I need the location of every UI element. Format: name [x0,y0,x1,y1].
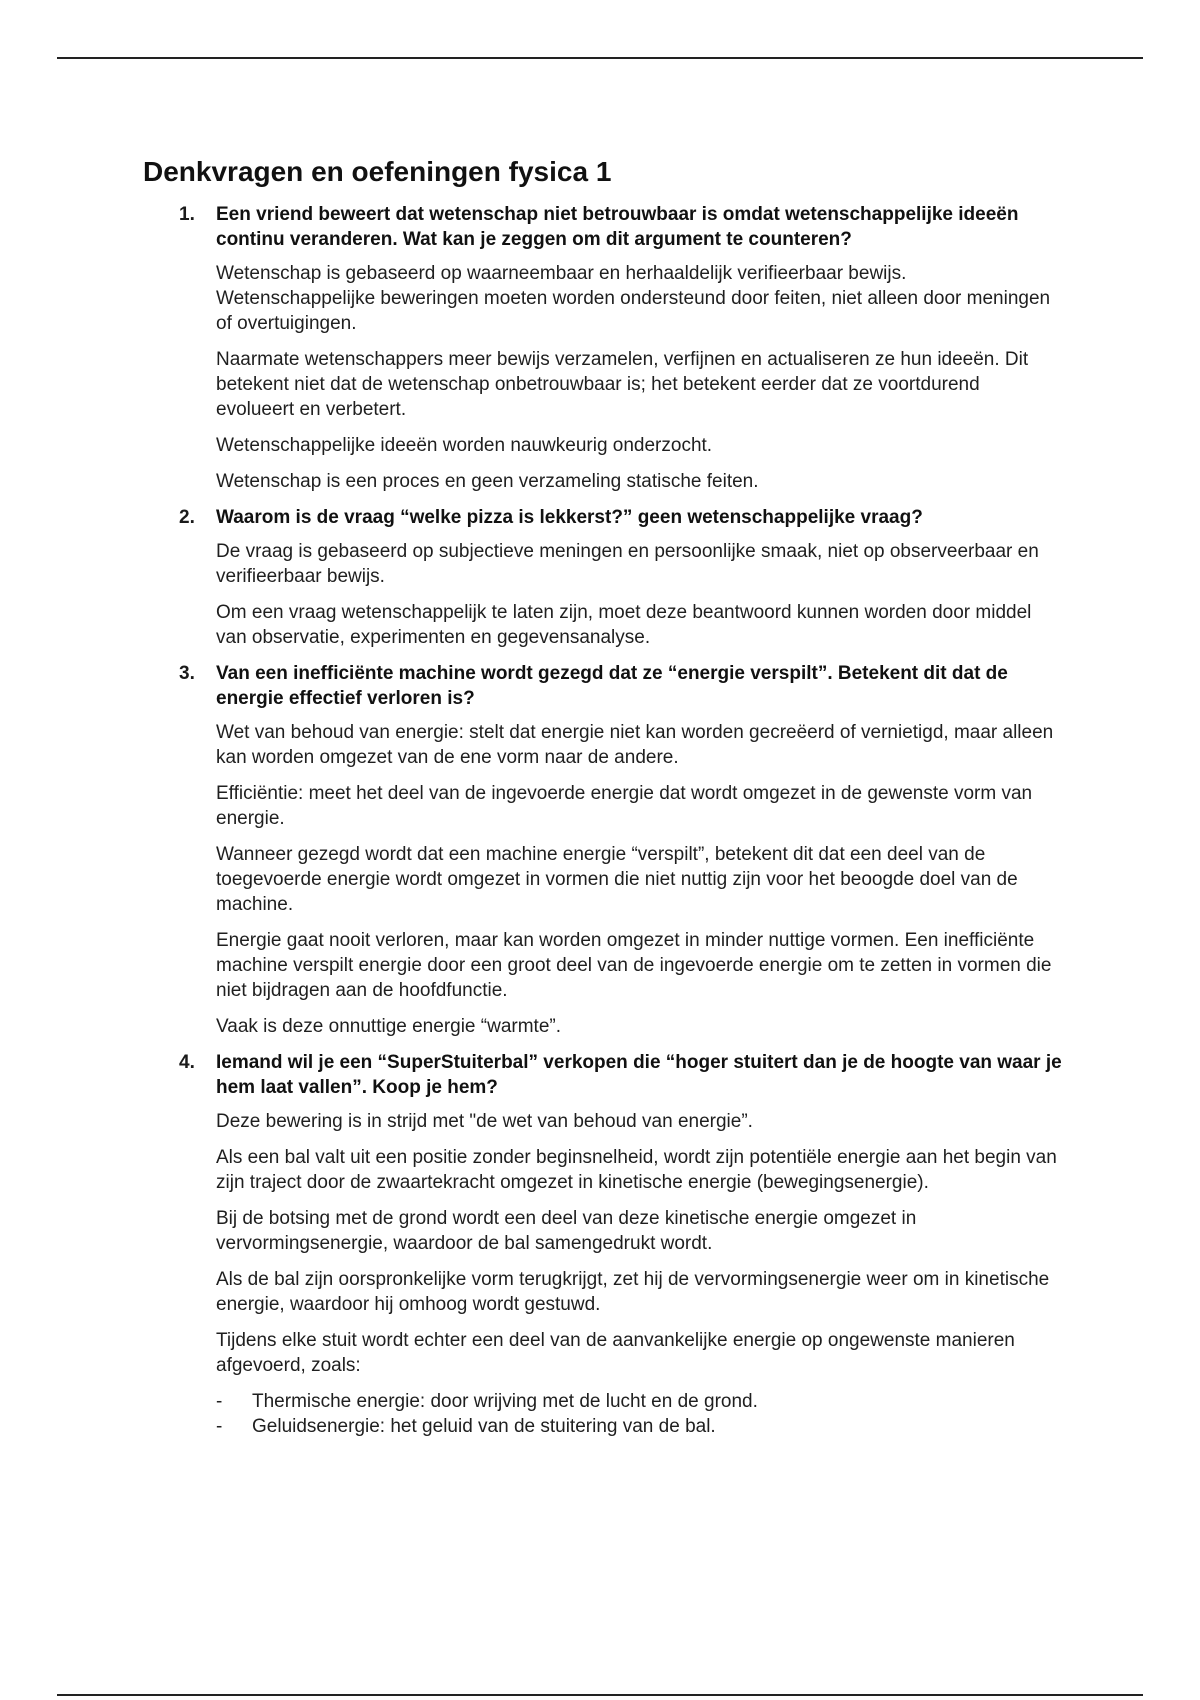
question-number: 4. [179,1052,195,1073]
answer-paragraph: Om een vraag wetenschappelijk te laten zijn, moet deze beantwoord kunnen worden door middel van observatie, experimenten en gegevensanalyse. [216,602,1032,648]
answer-paragraph: Deze bewering is in strijd met "de wet van behoud van energie”. [216,1111,753,1132]
answer-paragraph: Bij de botsing met de grond wordt een deel van deze kinetische energie omgezet in vervormingsenergie, waardoor de bal samengedrukt wordt. [216,1208,917,1254]
list-item-text: Geluidsenergie: het geluid van de stuitering van de bal. [252,1416,716,1437]
answer-paragraph: Als de bal zijn oorspronkelijke vorm terugkrijgt, zet hij de vervormingsenergie weer om in kinetische energie, waardoor hij omhoog wordt gestuwd. [216,1269,1050,1315]
answer-paragraph: Wetenschap is gebaseerd op waarneembaar en herhaaldelijk verifieerbaar bewijs. Wetenschappelijke beweringen moeten worden ondersteund door feiten, niet alleen door meningen of overtuigingen. [216,263,1051,334]
list-marker: - [216,1416,223,1437]
question-text: Een vriend beweert dat wetenschap niet betrouwbaar is omdat wetenschappelijke ideeën continu veranderen. Wat kan je zeggen om dit argument te counteren? [216,204,1019,250]
answer-paragraph: Energie gaat nooit verloren, maar kan worden omgezet in minder nuttige vormen. Een inefficiënte machine verspilt energie door een groot deel van de ingevoerde energie om te zetten in vormen die niet bijdragen aan de hoofdfunctie. [216,930,1052,1001]
question-text: Iemand wil je een “SuperStuiterbal” verkopen die “hoger stuitert dan je de hoogte van waar je hem laat vallen”. Koop je hem? [216,1052,1062,1098]
energy-loss-list [216,1389,1063,1439]
question-text: Waarom is de vraag “welke pizza is lekkerst?” geen wetenschappelijke vraag? [216,507,923,528]
question-item [143,1050,1063,1439]
list-item-text: Thermische energie: door wrijving met de lucht en de grond. [252,1391,758,1412]
question-number: 3. [179,663,195,684]
page-title: Denkvragen en oefeningen fysica 1 [143,156,612,187]
question-item [143,661,1063,1039]
answer-paragraph: Wanneer gezegd wordt dat een machine energie “verspilt”, betekent dit dat een deel van de toegevoerde energie wordt omgezet in vormen die niet nuttig zijn voor het beoogde doel van de machine. [216,844,1018,915]
question-number: 2. [179,507,195,528]
answer-paragraph: Wetenschap is een proces en geen verzameling statische feiten. [216,471,759,492]
answer-paragraph: Efficiëntie: meet het deel van de ingevoerde energie dat wordt omgezet in de gewenste vorm van energie. [216,783,1033,829]
answer-paragraph: Als een bal valt uit een positie zonder beginsnelheid, wordt zijn potentiële energie aan het begin van zijn traject door de zwaartekracht omgezet in kinetische energie (bewegingsenergie). [216,1147,1057,1193]
answer-paragraph: Wetenschappelijke ideeën worden nauwkeurig onderzocht. [216,435,713,456]
question-number: 1. [179,204,195,225]
list-item [216,1389,1063,1414]
document-body [143,154,1063,1439]
question-item [143,505,1063,650]
answer-paragraph: Tijdens elke stuit wordt echter een deel van de aanvankelijke energie op ongewenste manieren afgevoerd, zoals: [216,1330,1015,1376]
list-marker: - [216,1391,223,1412]
question-text: Van een inefficiënte machine wordt gezegd dat ze “energie verspilt”. Betekent dit dat de energie effectief verloren is? [216,663,1008,709]
header-rule [57,57,1143,59]
question-list [143,202,1063,1439]
question-item [143,202,1063,494]
answer-paragraph: Vaak is deze onnuttige energie “warmte”. [216,1016,561,1037]
list-item [216,1414,1063,1439]
footer-rule [57,1694,1143,1696]
answer-paragraph: Naarmate wetenschappers meer bewijs verzamelen, verfijnen en actualiseren ze hun ideeën. Dit betekent niet dat de wetenschap onbetrouwbaar is; het betekent eerder dat ze voortdurend evolueert en verbetert. [216,349,1029,420]
answer-paragraph: De vraag is gebaseerd op subjectieve meningen en persoonlijke smaak, niet op observeerbaar en verifieerbaar bewijs. [216,541,1039,587]
answer-paragraph: Wet van behoud van energie: stelt dat energie niet kan worden gecreëerd of vernietigd, maar alleen kan worden omgezet van de ene vorm naar de andere. [216,722,1054,768]
